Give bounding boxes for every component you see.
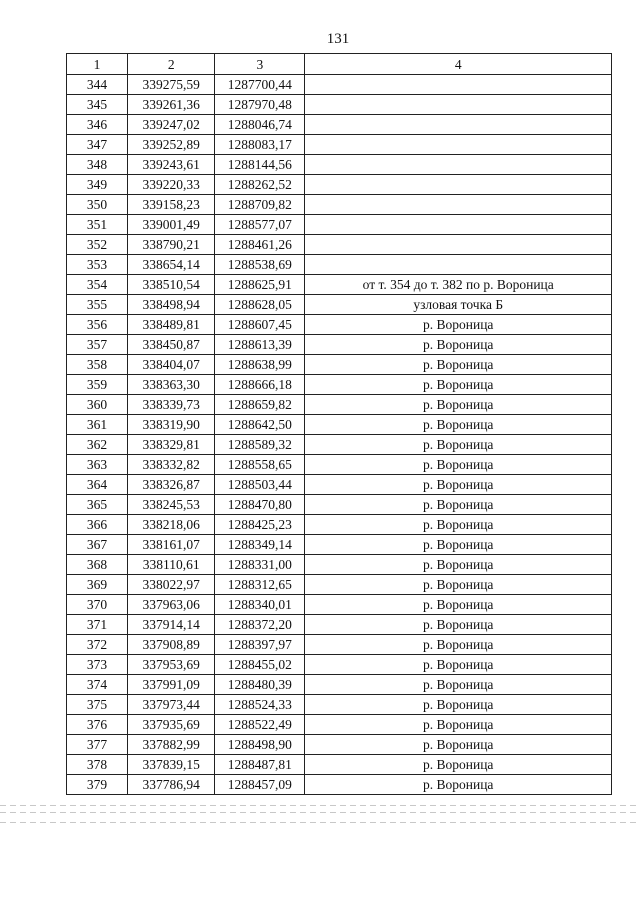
cell-point-number: 363 xyxy=(67,455,128,475)
scan-artifact-line xyxy=(0,822,640,823)
cell-description: р. Вороница xyxy=(305,315,612,335)
cell-x: 337953,69 xyxy=(128,655,215,675)
coordinates-table xyxy=(66,53,612,795)
cell-description: р. Вороница xyxy=(305,455,612,475)
cell-x: 338319,90 xyxy=(128,415,215,435)
cell-x: 338404,07 xyxy=(128,355,215,375)
cell-x: 338790,21 xyxy=(128,235,215,255)
table-row xyxy=(67,235,612,255)
cell-y: 1288558,65 xyxy=(215,455,305,475)
table-row xyxy=(67,95,612,115)
table-row xyxy=(67,455,612,475)
cell-y: 1288709,82 xyxy=(215,195,305,215)
cell-point-number: 362 xyxy=(67,435,128,455)
cell-point-number: 378 xyxy=(67,755,128,775)
cell-x: 338654,14 xyxy=(128,255,215,275)
cell-x: 338498,94 xyxy=(128,295,215,315)
table-row xyxy=(67,755,612,775)
cell-x: 338510,54 xyxy=(128,275,215,295)
table-row xyxy=(67,295,612,315)
cell-point-number: 351 xyxy=(67,215,128,235)
table-row xyxy=(67,335,612,355)
cell-x: 338326,87 xyxy=(128,475,215,495)
table-row xyxy=(67,315,612,335)
table-row xyxy=(67,655,612,675)
cell-x: 339247,02 xyxy=(128,115,215,135)
table-row xyxy=(67,415,612,435)
table-row xyxy=(67,675,612,695)
cell-description: р. Вороница xyxy=(305,615,612,635)
cell-description: р. Вороница xyxy=(305,395,612,415)
cell-point-number: 361 xyxy=(67,415,128,435)
scan-artifact-line xyxy=(0,812,640,813)
cell-y: 1288331,00 xyxy=(215,555,305,575)
cell-x: 337935,69 xyxy=(128,715,215,735)
cell-point-number: 358 xyxy=(67,355,128,375)
cell-point-number: 349 xyxy=(67,175,128,195)
cell-y: 1288046,74 xyxy=(215,115,305,135)
table-row xyxy=(67,395,612,415)
cell-point-number: 357 xyxy=(67,335,128,355)
cell-point-number: 374 xyxy=(67,675,128,695)
cell-point-number: 379 xyxy=(67,775,128,795)
table-row xyxy=(67,115,612,135)
cell-x: 338161,07 xyxy=(128,535,215,555)
cell-y: 1288607,45 xyxy=(215,315,305,335)
cell-y: 1288666,18 xyxy=(215,375,305,395)
cell-x: 338332,82 xyxy=(128,455,215,475)
cell-x: 339001,49 xyxy=(128,215,215,235)
cell-description: р. Вороница xyxy=(305,675,612,695)
cell-description: узловая точка Б xyxy=(305,295,612,315)
cell-point-number: 371 xyxy=(67,615,128,635)
cell-x: 339158,23 xyxy=(128,195,215,215)
cell-description: р. Вороница xyxy=(305,775,612,795)
cell-y: 1287970,48 xyxy=(215,95,305,115)
cell-y: 1288498,90 xyxy=(215,735,305,755)
cell-y: 1288628,05 xyxy=(215,295,305,315)
cell-point-number: 354 xyxy=(67,275,128,295)
cell-description xyxy=(305,195,612,215)
cell-y: 1288312,65 xyxy=(215,575,305,595)
cell-point-number: 360 xyxy=(67,395,128,415)
table-row xyxy=(67,155,612,175)
cell-description xyxy=(305,135,612,155)
table-header-row xyxy=(67,54,612,75)
cell-y: 1288457,09 xyxy=(215,775,305,795)
cell-point-number: 375 xyxy=(67,695,128,715)
cell-x: 337914,14 xyxy=(128,615,215,635)
cell-description: р. Вороница xyxy=(305,415,612,435)
table-row xyxy=(67,495,612,515)
table-row xyxy=(67,255,612,275)
cell-point-number: 364 xyxy=(67,475,128,495)
cell-point-number: 352 xyxy=(67,235,128,255)
cell-x: 339252,89 xyxy=(128,135,215,155)
cell-x: 338110,61 xyxy=(128,555,215,575)
table-row xyxy=(67,575,612,595)
table-row xyxy=(67,435,612,455)
table-row xyxy=(67,735,612,755)
cell-description xyxy=(305,175,612,195)
cell-description: р. Вороница xyxy=(305,535,612,555)
cell-description: р. Вороница xyxy=(305,655,612,675)
cell-description: р. Вороница xyxy=(305,695,612,715)
cell-y: 1288522,49 xyxy=(215,715,305,735)
cell-description: р. Вороница xyxy=(305,515,612,535)
cell-y: 1288425,23 xyxy=(215,515,305,535)
table-row xyxy=(67,715,612,735)
cell-description: р. Вороница xyxy=(305,495,612,515)
cell-description: р. Вороница xyxy=(305,715,612,735)
cell-y: 1288455,02 xyxy=(215,655,305,675)
cell-point-number: 365 xyxy=(67,495,128,515)
scan-artifact-line xyxy=(0,805,640,806)
cell-y: 1288613,39 xyxy=(215,335,305,355)
cell-y: 1288642,50 xyxy=(215,415,305,435)
cell-description: р. Вороница xyxy=(305,575,612,595)
cell-point-number: 368 xyxy=(67,555,128,575)
cell-y: 1288144,56 xyxy=(215,155,305,175)
page-number: 131 xyxy=(326,31,350,47)
cell-description: р. Вороница xyxy=(305,555,612,575)
cell-point-number: 376 xyxy=(67,715,128,735)
table-row xyxy=(67,775,612,795)
cell-x: 337908,89 xyxy=(128,635,215,655)
cell-y: 1288397,97 xyxy=(215,635,305,655)
cell-y: 1288480,39 xyxy=(215,675,305,695)
cell-y: 1288262,52 xyxy=(215,175,305,195)
table-row xyxy=(67,695,612,715)
cell-point-number: 369 xyxy=(67,575,128,595)
table-row xyxy=(67,355,612,375)
table-row xyxy=(67,615,612,635)
cell-point-number: 356 xyxy=(67,315,128,335)
cell-x: 338339,73 xyxy=(128,395,215,415)
cell-point-number: 348 xyxy=(67,155,128,175)
cell-point-number: 366 xyxy=(67,515,128,535)
cell-x: 338489,81 xyxy=(128,315,215,335)
cell-description xyxy=(305,215,612,235)
cell-description xyxy=(305,75,612,95)
cell-description: р. Вороница xyxy=(305,475,612,495)
cell-point-number: 373 xyxy=(67,655,128,675)
table-row xyxy=(67,595,612,615)
cell-point-number: 346 xyxy=(67,115,128,135)
cell-description: р. Вороница xyxy=(305,595,612,615)
cell-y: 1288659,82 xyxy=(215,395,305,415)
cell-x: 337973,44 xyxy=(128,695,215,715)
cell-description: р. Вороница xyxy=(305,755,612,775)
cell-y: 1288538,69 xyxy=(215,255,305,275)
table-row xyxy=(67,555,612,575)
cell-y: 1287700,44 xyxy=(215,75,305,95)
cell-y: 1288524,33 xyxy=(215,695,305,715)
cell-y: 1288349,14 xyxy=(215,535,305,555)
cell-x: 338329,81 xyxy=(128,435,215,455)
cell-description: р. Вороница xyxy=(305,355,612,375)
column-header-x: 2 xyxy=(128,54,215,75)
table-row xyxy=(67,635,612,655)
cell-y: 1288083,17 xyxy=(215,135,305,155)
cell-x: 339243,61 xyxy=(128,155,215,175)
table-row xyxy=(67,75,612,95)
cell-y: 1288372,20 xyxy=(215,615,305,635)
cell-y: 1288503,44 xyxy=(215,475,305,495)
cell-point-number: 377 xyxy=(67,735,128,755)
table-row xyxy=(67,135,612,155)
cell-y: 1288625,91 xyxy=(215,275,305,295)
cell-x: 338245,53 xyxy=(128,495,215,515)
cell-description: р. Вороница xyxy=(305,335,612,355)
cell-point-number: 367 xyxy=(67,535,128,555)
cell-description xyxy=(305,255,612,275)
cell-point-number: 355 xyxy=(67,295,128,315)
table-row xyxy=(67,515,612,535)
column-header-point-number: 1 xyxy=(67,54,128,75)
table-row xyxy=(67,215,612,235)
table-row xyxy=(67,475,612,495)
cell-point-number: 344 xyxy=(67,75,128,95)
cell-y: 1288577,07 xyxy=(215,215,305,235)
cell-x: 339261,36 xyxy=(128,95,215,115)
cell-point-number: 370 xyxy=(67,595,128,615)
table-row xyxy=(67,195,612,215)
cell-y: 1288461,26 xyxy=(215,235,305,255)
cell-x: 338218,06 xyxy=(128,515,215,535)
cell-description: р. Вороница xyxy=(305,435,612,455)
cell-x: 337963,06 xyxy=(128,595,215,615)
cell-y: 1288589,32 xyxy=(215,435,305,455)
cell-description xyxy=(305,155,612,175)
cell-description xyxy=(305,235,612,255)
cell-description: р. Вороница xyxy=(305,735,612,755)
cell-x: 337786,94 xyxy=(128,775,215,795)
cell-y: 1288340,01 xyxy=(215,595,305,615)
table-row xyxy=(67,535,612,555)
cell-point-number: 359 xyxy=(67,375,128,395)
cell-x: 337882,99 xyxy=(128,735,215,755)
cell-x: 338363,30 xyxy=(128,375,215,395)
cell-x: 337991,09 xyxy=(128,675,215,695)
cell-x: 338450,87 xyxy=(128,335,215,355)
cell-description xyxy=(305,95,612,115)
cell-x: 337839,15 xyxy=(128,755,215,775)
cell-x: 338022,97 xyxy=(128,575,215,595)
cell-description: р. Вороница xyxy=(305,635,612,655)
cell-point-number: 372 xyxy=(67,635,128,655)
cell-x: 339220,33 xyxy=(128,175,215,195)
cell-y: 1288470,80 xyxy=(215,495,305,515)
table-row xyxy=(67,375,612,395)
table-row xyxy=(67,275,612,295)
cell-description: р. Вороница xyxy=(305,375,612,395)
cell-description xyxy=(305,115,612,135)
cell-point-number: 350 xyxy=(67,195,128,215)
cell-description: от т. 354 до т. 382 по р. Вороница xyxy=(305,275,612,295)
cell-point-number: 353 xyxy=(67,255,128,275)
cell-x: 339275,59 xyxy=(128,75,215,95)
cell-point-number: 345 xyxy=(67,95,128,115)
cell-point-number: 347 xyxy=(67,135,128,155)
table-body xyxy=(67,75,612,795)
column-header-description: 4 xyxy=(305,54,612,75)
cell-y: 1288638,99 xyxy=(215,355,305,375)
column-header-y: 3 xyxy=(215,54,305,75)
table-row xyxy=(67,175,612,195)
cell-y: 1288487,81 xyxy=(215,755,305,775)
